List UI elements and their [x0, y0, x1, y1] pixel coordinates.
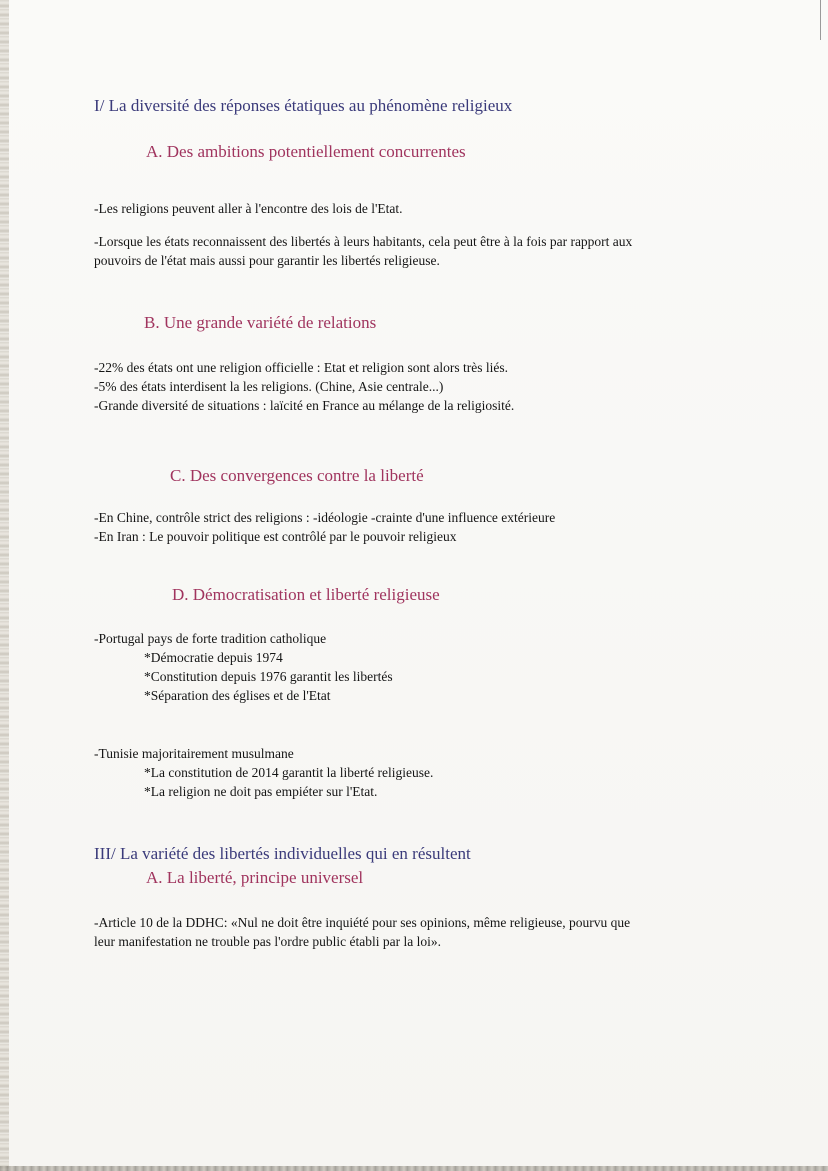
portugal-item-2: *Constitution depuis 1976 garantit les libertés [144, 669, 393, 684]
section-c-line-2: -En Iran : Le pouvoir politique est contrôlé par le pouvoir religieux [94, 529, 457, 544]
section-d-title: D. Démocratisation et liberté religieuse [172, 585, 440, 604]
tunisie-item-2: *La religion ne doit pas empiéter sur l'Etat. [144, 784, 378, 799]
section-a-title: A. Des ambitions potentiellement concurrentes [146, 142, 466, 161]
portugal-item-1: *Démocratie depuis 1974 [144, 650, 283, 665]
tunisie-item-1: *La constitution de 2014 garantit la liberté religieuse. [144, 765, 434, 780]
portugal-intro: -Portugal pays de forte tradition catholique [94, 631, 327, 646]
part-3-a-line-2: leur manifestation ne trouble pas l'ordre public établi par la loi». [94, 934, 441, 949]
section-a-line-3: pouvoirs de l'état mais aussi pour garantir les libertés religieuse. [94, 253, 440, 268]
part-3-section-a-title: A. La liberté, principe universel [146, 868, 364, 887]
section-c-line-1: -En Chine, contrôle strict des religions : -idéologie -crainte d'une influence extérieure [94, 510, 556, 525]
part-1-title: I/ La diversité des réponses étatiques au phénomène religieux [94, 96, 513, 115]
section-d-tunisie [94, 744, 433, 801]
section-b-title: B. Une grande variété de relations [144, 313, 377, 332]
section-b-line-2: -5% des états interdisent la les religions. (Chine, Asie centrale...) [94, 379, 444, 394]
section-b-body [94, 358, 514, 415]
tunisie-intro: -Tunisie majoritairement musulmane [94, 746, 294, 761]
section-b-line-1: -22% des états ont une religion officielle : Etat et religion sont alors très liés. [94, 360, 509, 375]
binding-edge [0, 0, 9, 1171]
portugal-item-3: *Séparation des églises et de l'Etat [144, 688, 331, 703]
part-3-section-a-body [94, 913, 630, 951]
page-edge-mark [820, 0, 821, 40]
section-d-portugal [94, 629, 393, 705]
part-3-title: III/ La variété des libertés individuelles qui en résultent [94, 844, 471, 863]
section-a-body [94, 199, 632, 270]
bottom-edge [0, 1166, 828, 1171]
section-b-line-3: -Grande diversité de situations : laïcité en France au mélange de la religiosité. [94, 398, 515, 413]
section-c-title: C. Des convergences contre la liberté [170, 466, 424, 485]
section-a-line-1: -Les religions peuvent aller à l'encontre des lois de l'Etat. [94, 201, 403, 216]
section-a-line-2: -Lorsque les états reconnaissent des libertés à leurs habitants, cela peut être à la fois par rapport aux [94, 234, 633, 249]
section-c-body [94, 508, 555, 546]
part-3-a-line-1: -Article 10 de la DDHC: «Nul ne doit être inquiété pour ses opinions, même religieuse, pourvu que [94, 915, 631, 930]
